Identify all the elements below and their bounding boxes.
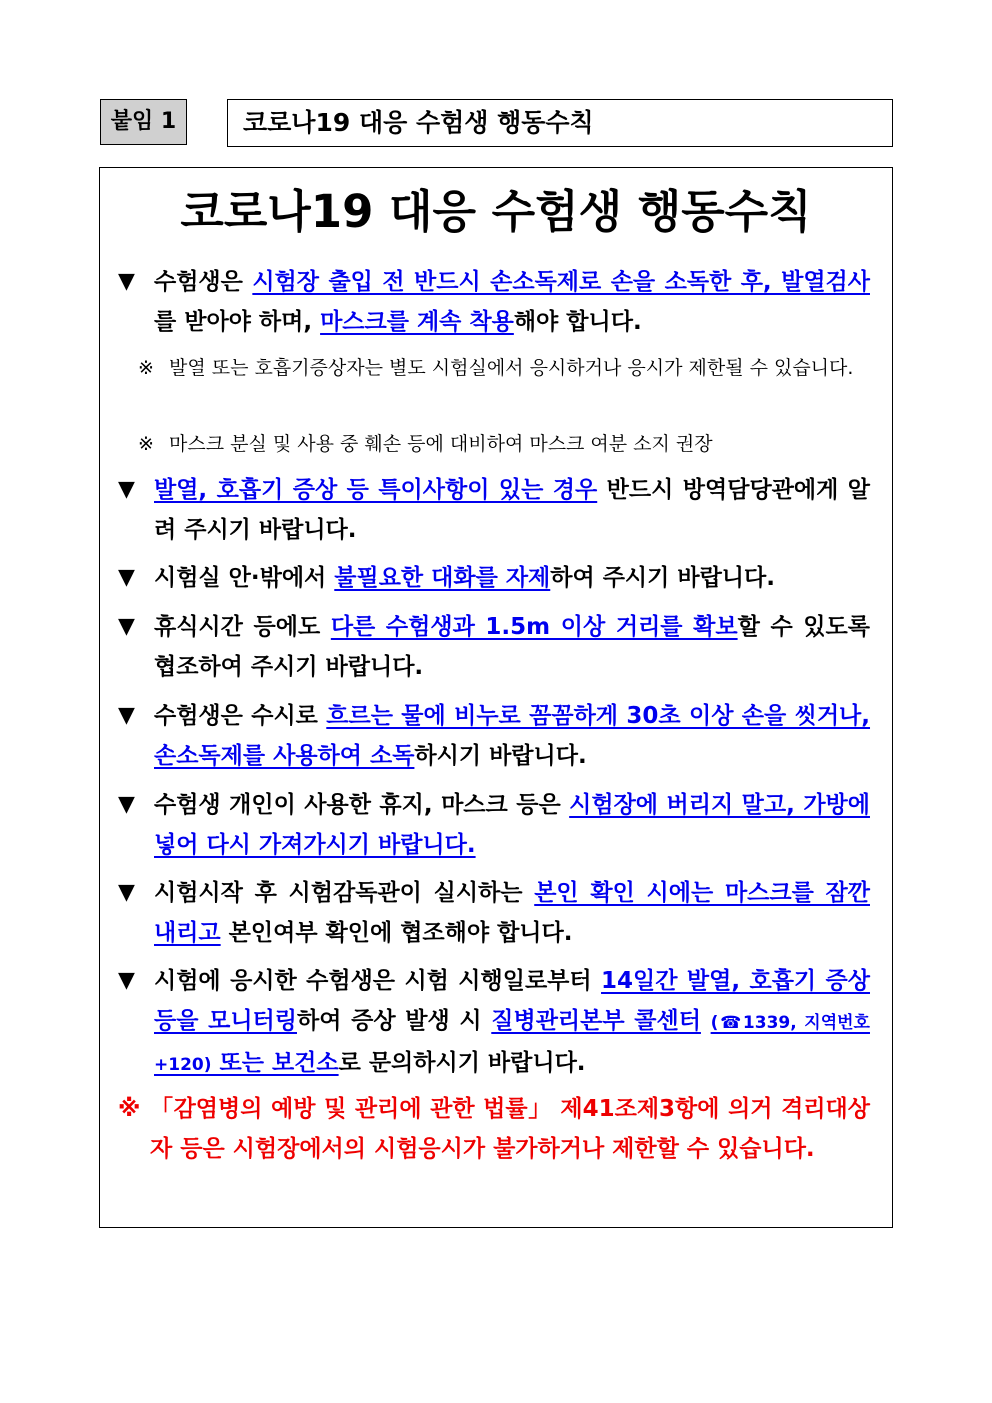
triangle-bullet-icon: ▼	[118, 880, 135, 905]
legal-notice-text: 「감염병의 예방 및 관리에 관한 법률」 제41조제3항에 의거 격리대상자 등은 시험장에서의 시험응시가 불가하거나 제한할 수 있습니다.	[150, 1096, 870, 1162]
rule-text-part: 휴식시간 등에도	[154, 614, 331, 640]
note-2	[138, 428, 868, 460]
rule-highlight: 흐르는 물에 비누로 꼼꼼하게 30초 이상 손을 씻거나, 손소독제를 사용하여 소독	[154, 703, 871, 769]
rule-text	[118, 961, 870, 1085]
rule-text-part: 반드시 방역담당관에게 알려 주시기 바랍니다.	[154, 477, 870, 543]
triangle-bullet-icon: ▼	[118, 614, 135, 639]
rule-text-part: 하여 주시기 바랍니다.	[550, 565, 775, 591]
page-title: 코로나19 대응 수험생 행동수칙	[180, 185, 812, 238]
rule-text-part: 시험실 안·밖에서	[154, 565, 335, 591]
triangle-bullet-icon: ▼	[118, 565, 135, 590]
rule-item-2	[118, 470, 870, 550]
attachment-tag: 붙임 1	[100, 99, 187, 145]
rule-highlight: 시험장 출입 전 반드시 손소독제로 손을 소독한 후, 발열검사	[252, 269, 870, 295]
reference-mark-icon: ※	[118, 1096, 141, 1122]
rule-highlight: 불필요한 대화를 자제	[334, 565, 551, 591]
rule-text-part: 수험생은 수시로	[154, 703, 327, 729]
rule-highlight: 질병관리본부 콜센터	[491, 1008, 701, 1034]
rule-highlight: 발열, 호흡기 증상 등 특이사항이 있는 경우	[154, 477, 598, 503]
note-1	[138, 352, 868, 384]
rule-text-part: 해야 합니다.	[513, 309, 642, 335]
call-center-number: (☎1339, 지역번호+120)	[154, 1013, 870, 1075]
rule-text-part: 시험에 응시한 수험생은 시험 시행일로부터	[154, 968, 602, 994]
header-title: 코로나19 대응 수험생 행동수칙	[227, 99, 893, 147]
rule-text-part: 로 문의하시기 바랍니다.	[338, 1050, 586, 1076]
rule-item-4	[118, 607, 870, 687]
triangle-bullet-icon: ▼	[118, 477, 135, 502]
rule-item-7	[118, 873, 870, 953]
rule-text-part: 수험생 개인이 사용한 휴지, 마스크 등은	[154, 792, 570, 818]
triangle-bullet-icon: ▼	[118, 703, 135, 728]
rule-highlight: 본인 확인 시에는 마스크를 잠깐 내리고	[154, 880, 870, 946]
rule-text-part: 를 받아야 하며,	[154, 309, 321, 335]
rule-text	[118, 470, 870, 550]
rule-text	[118, 607, 870, 687]
rule-text-part: 하시기 바랍니다.	[414, 743, 587, 769]
rule-text	[118, 558, 870, 598]
rule-item-1	[118, 262, 870, 342]
rule-item-6	[118, 785, 870, 865]
rule-text-part: 본인여부 확인에 협조해야 합니다.	[220, 920, 573, 946]
note-text: 발열 또는 호흡기증상자는 별도 시험실에서 응시하거나 응시가 제한될 수 있습니다.	[169, 357, 854, 379]
rule-text	[118, 873, 870, 953]
rule-text-part: 하여 증상 발생 시	[297, 1008, 492, 1034]
rule-item-5	[118, 696, 870, 776]
rule-highlight: 다른 수험생과 1.5m 이상 거리를 확보	[330, 614, 738, 640]
triangle-bullet-icon: ▼	[118, 792, 135, 817]
reference-mark-icon: ※	[138, 357, 154, 379]
note-text: 마스크 분실 및 사용 중 훼손 등에 대비하여 마스크 여분 소지 권장	[169, 433, 713, 455]
reference-mark-icon: ※	[138, 433, 154, 455]
rule-highlight: 14일간 발열, 호흡기 증상 등을 모니터링	[154, 968, 870, 1034]
rule-item-3	[118, 558, 870, 598]
legal-notice	[118, 1089, 870, 1169]
rule-highlight: 시험장에 버리지 말고, 가방에 넣어 다시 가져가시기 바랍니다.	[154, 792, 870, 858]
rule-text	[118, 785, 870, 865]
rule-text-part: 할 수 있도록 협조하여 주시기 바랍니다.	[154, 614, 870, 680]
rule-text-part: 수험생은	[154, 269, 253, 295]
triangle-bullet-icon: ▼	[118, 968, 135, 993]
rule-highlight: 또는 보건소	[211, 1050, 339, 1076]
rule-highlight: 마스크를 계속 착용	[320, 309, 514, 335]
rule-text	[118, 262, 870, 342]
rule-item-8	[118, 961, 870, 1085]
rule-text	[118, 696, 870, 776]
rule-text-part: 시험시작 후 시험감독관이 실시하는	[154, 880, 535, 906]
triangle-bullet-icon: ▼	[118, 269, 135, 294]
